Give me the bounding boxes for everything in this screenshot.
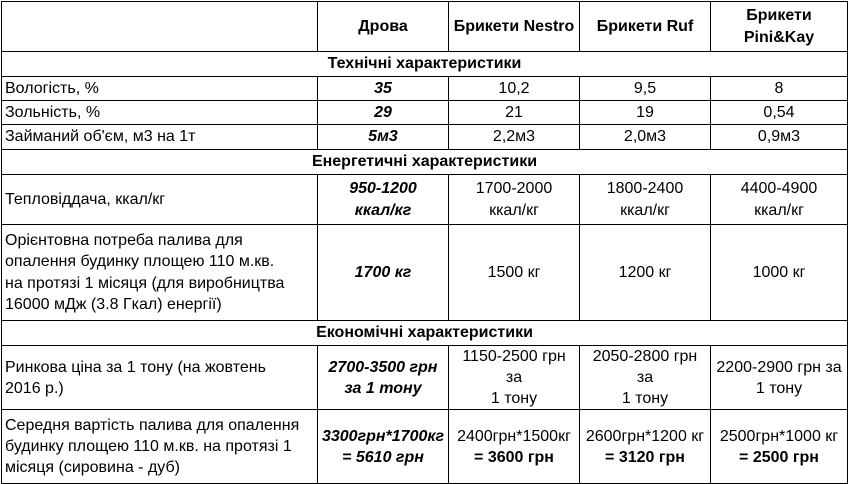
cost-firewood-line2: = 5610 грн — [342, 448, 424, 466]
moisture-ruf: 9,5 — [580, 77, 711, 101]
cost-firewood — [318, 410, 449, 484]
cost-ruf — [580, 410, 711, 484]
cost-pinikay — [711, 410, 848, 484]
table-row — [2, 101, 848, 125]
heat-ruf-line1: 1800-2400 — [606, 180, 684, 198]
need-pinikay: 1000 кг — [711, 225, 848, 321]
price-nestro-line2: 1 тону — [490, 390, 538, 408]
row-label-cost — [2, 410, 318, 484]
section-energy: Енергетичні характеристики — [2, 150, 848, 175]
cost-pinikay-line2: = 2500 грн — [739, 448, 819, 466]
heat-firewood-line1: 950-1200 — [349, 180, 417, 198]
table-row — [2, 346, 848, 410]
price-ruf-line2: 1 тону — [621, 390, 669, 408]
ash-pinikay: 0,54 — [711, 101, 848, 125]
row-label-moisture: Вологість, % — [2, 77, 318, 101]
cost-nestro-line1: 2400грн*1500кг — [457, 427, 571, 445]
heat-pinikay-line1: 4400-4900 — [740, 180, 818, 198]
volume-ruf: 2,0м3 — [580, 125, 711, 150]
heat-ruf — [580, 175, 711, 225]
header-nestro: Брикети Nestro — [449, 2, 580, 52]
header-row — [2, 2, 848, 52]
header-pinikay-line2: Pini&Kay — [743, 28, 815, 46]
heat-firewood — [318, 175, 449, 225]
header-ruf: Брикети Ruf — [580, 2, 711, 52]
cost-ruf-line1: 2600грн*1200 кг — [585, 427, 705, 445]
section-row-technical — [2, 52, 848, 77]
heat-nestro-line2: ккал/кг — [489, 201, 539, 219]
table-row — [2, 175, 848, 225]
price-firewood-line1: 2700-3500 грн — [328, 358, 438, 376]
cost-ruf-line2: = 3120 грн — [605, 448, 685, 466]
price-label-line1: Ринкова ціна за 1 тону (на жовтень — [5, 358, 266, 376]
price-ruf-line1: 2050-2800 грн за — [592, 348, 698, 387]
header-empty-cell — [2, 2, 318, 52]
table-row — [2, 410, 848, 484]
row-label-ash: Зольність, % — [2, 101, 318, 125]
table-row — [2, 225, 848, 321]
ash-ruf: 19 — [580, 101, 711, 125]
need-label-line2: опалення будинку площею 110 м.кв. — [5, 253, 275, 271]
volume-pinikay: 0,9м3 — [711, 125, 848, 150]
price-label-line2: 2016 р.) — [5, 379, 64, 397]
cost-label-line3: місяця (сировина - дуб) — [5, 459, 180, 477]
price-ruf — [580, 346, 711, 410]
heat-pinikay-line2: ккал/кг — [754, 201, 804, 219]
volume-firewood: 5м3 — [318, 125, 449, 150]
table-row — [2, 125, 848, 150]
need-ruf: 1200 кг — [580, 225, 711, 321]
moisture-pinikay: 8 — [711, 77, 848, 101]
header-firewood: Дрова — [318, 2, 449, 52]
table-row — [2, 77, 848, 101]
price-firewood-line2: за 1 тону — [344, 379, 422, 397]
cost-label-line1: Середня вартість палива для опалення — [5, 417, 300, 435]
need-nestro: 1500 кг — [449, 225, 580, 321]
heat-nestro — [449, 175, 580, 225]
ash-nestro: 21 — [449, 101, 580, 125]
row-label-price — [2, 346, 318, 410]
cost-nestro — [449, 410, 580, 484]
heat-firewood-line2: ккал/кг — [354, 201, 412, 219]
section-row-energy — [2, 150, 848, 175]
need-label-line4: 16000 мДж (3.8 Гкал) енергії) — [5, 295, 222, 313]
section-technical: Технічні характеристики — [2, 52, 848, 77]
cost-pinikay-line1: 2500грн*1000 кг — [719, 427, 839, 445]
moisture-firewood: 35 — [318, 77, 449, 101]
comparison-table — [1, 1, 848, 484]
row-label-volume: Займаний об'єм, м3 на 1т — [2, 125, 318, 150]
price-pinikay — [711, 346, 848, 410]
price-nestro-line1: 1150-2500 грн за — [462, 348, 566, 387]
header-pinikay-line1: Брикети — [746, 7, 812, 25]
moisture-nestro: 10,2 — [449, 77, 580, 101]
price-pinikay-line2: 1 тону — [755, 379, 803, 397]
section-row-economic — [2, 321, 848, 346]
cost-nestro-line2: = 3600 грн — [474, 448, 554, 466]
heat-pinikay — [711, 175, 848, 225]
cost-firewood-line1: 3300грн*1700кг — [321, 427, 445, 445]
row-label-heat: Тепловіддача, ккал/кг — [2, 175, 318, 225]
heat-ruf-line2: ккал/кг — [620, 201, 670, 219]
price-nestro — [449, 346, 580, 410]
need-label-line1: Орієнтовна потреба палива для — [5, 232, 243, 250]
ash-firewood: 29 — [318, 101, 449, 125]
heat-nestro-line1: 1700-2000 — [475, 180, 553, 198]
header-pinikay — [711, 2, 848, 52]
row-label-need — [2, 225, 318, 321]
section-economic: Економічні характеристики — [2, 321, 848, 346]
volume-nestro: 2,2м3 — [449, 125, 580, 150]
need-label-line3: на протязі 1 місяця (для виробництва — [5, 274, 285, 292]
cost-label-line2: будинку площею 110 м.кв. на протязі 1 — [5, 438, 292, 456]
price-firewood — [318, 346, 449, 410]
need-firewood: 1700 кг — [318, 225, 449, 321]
price-pinikay-line1: 2200-2900 грн за — [716, 358, 842, 376]
